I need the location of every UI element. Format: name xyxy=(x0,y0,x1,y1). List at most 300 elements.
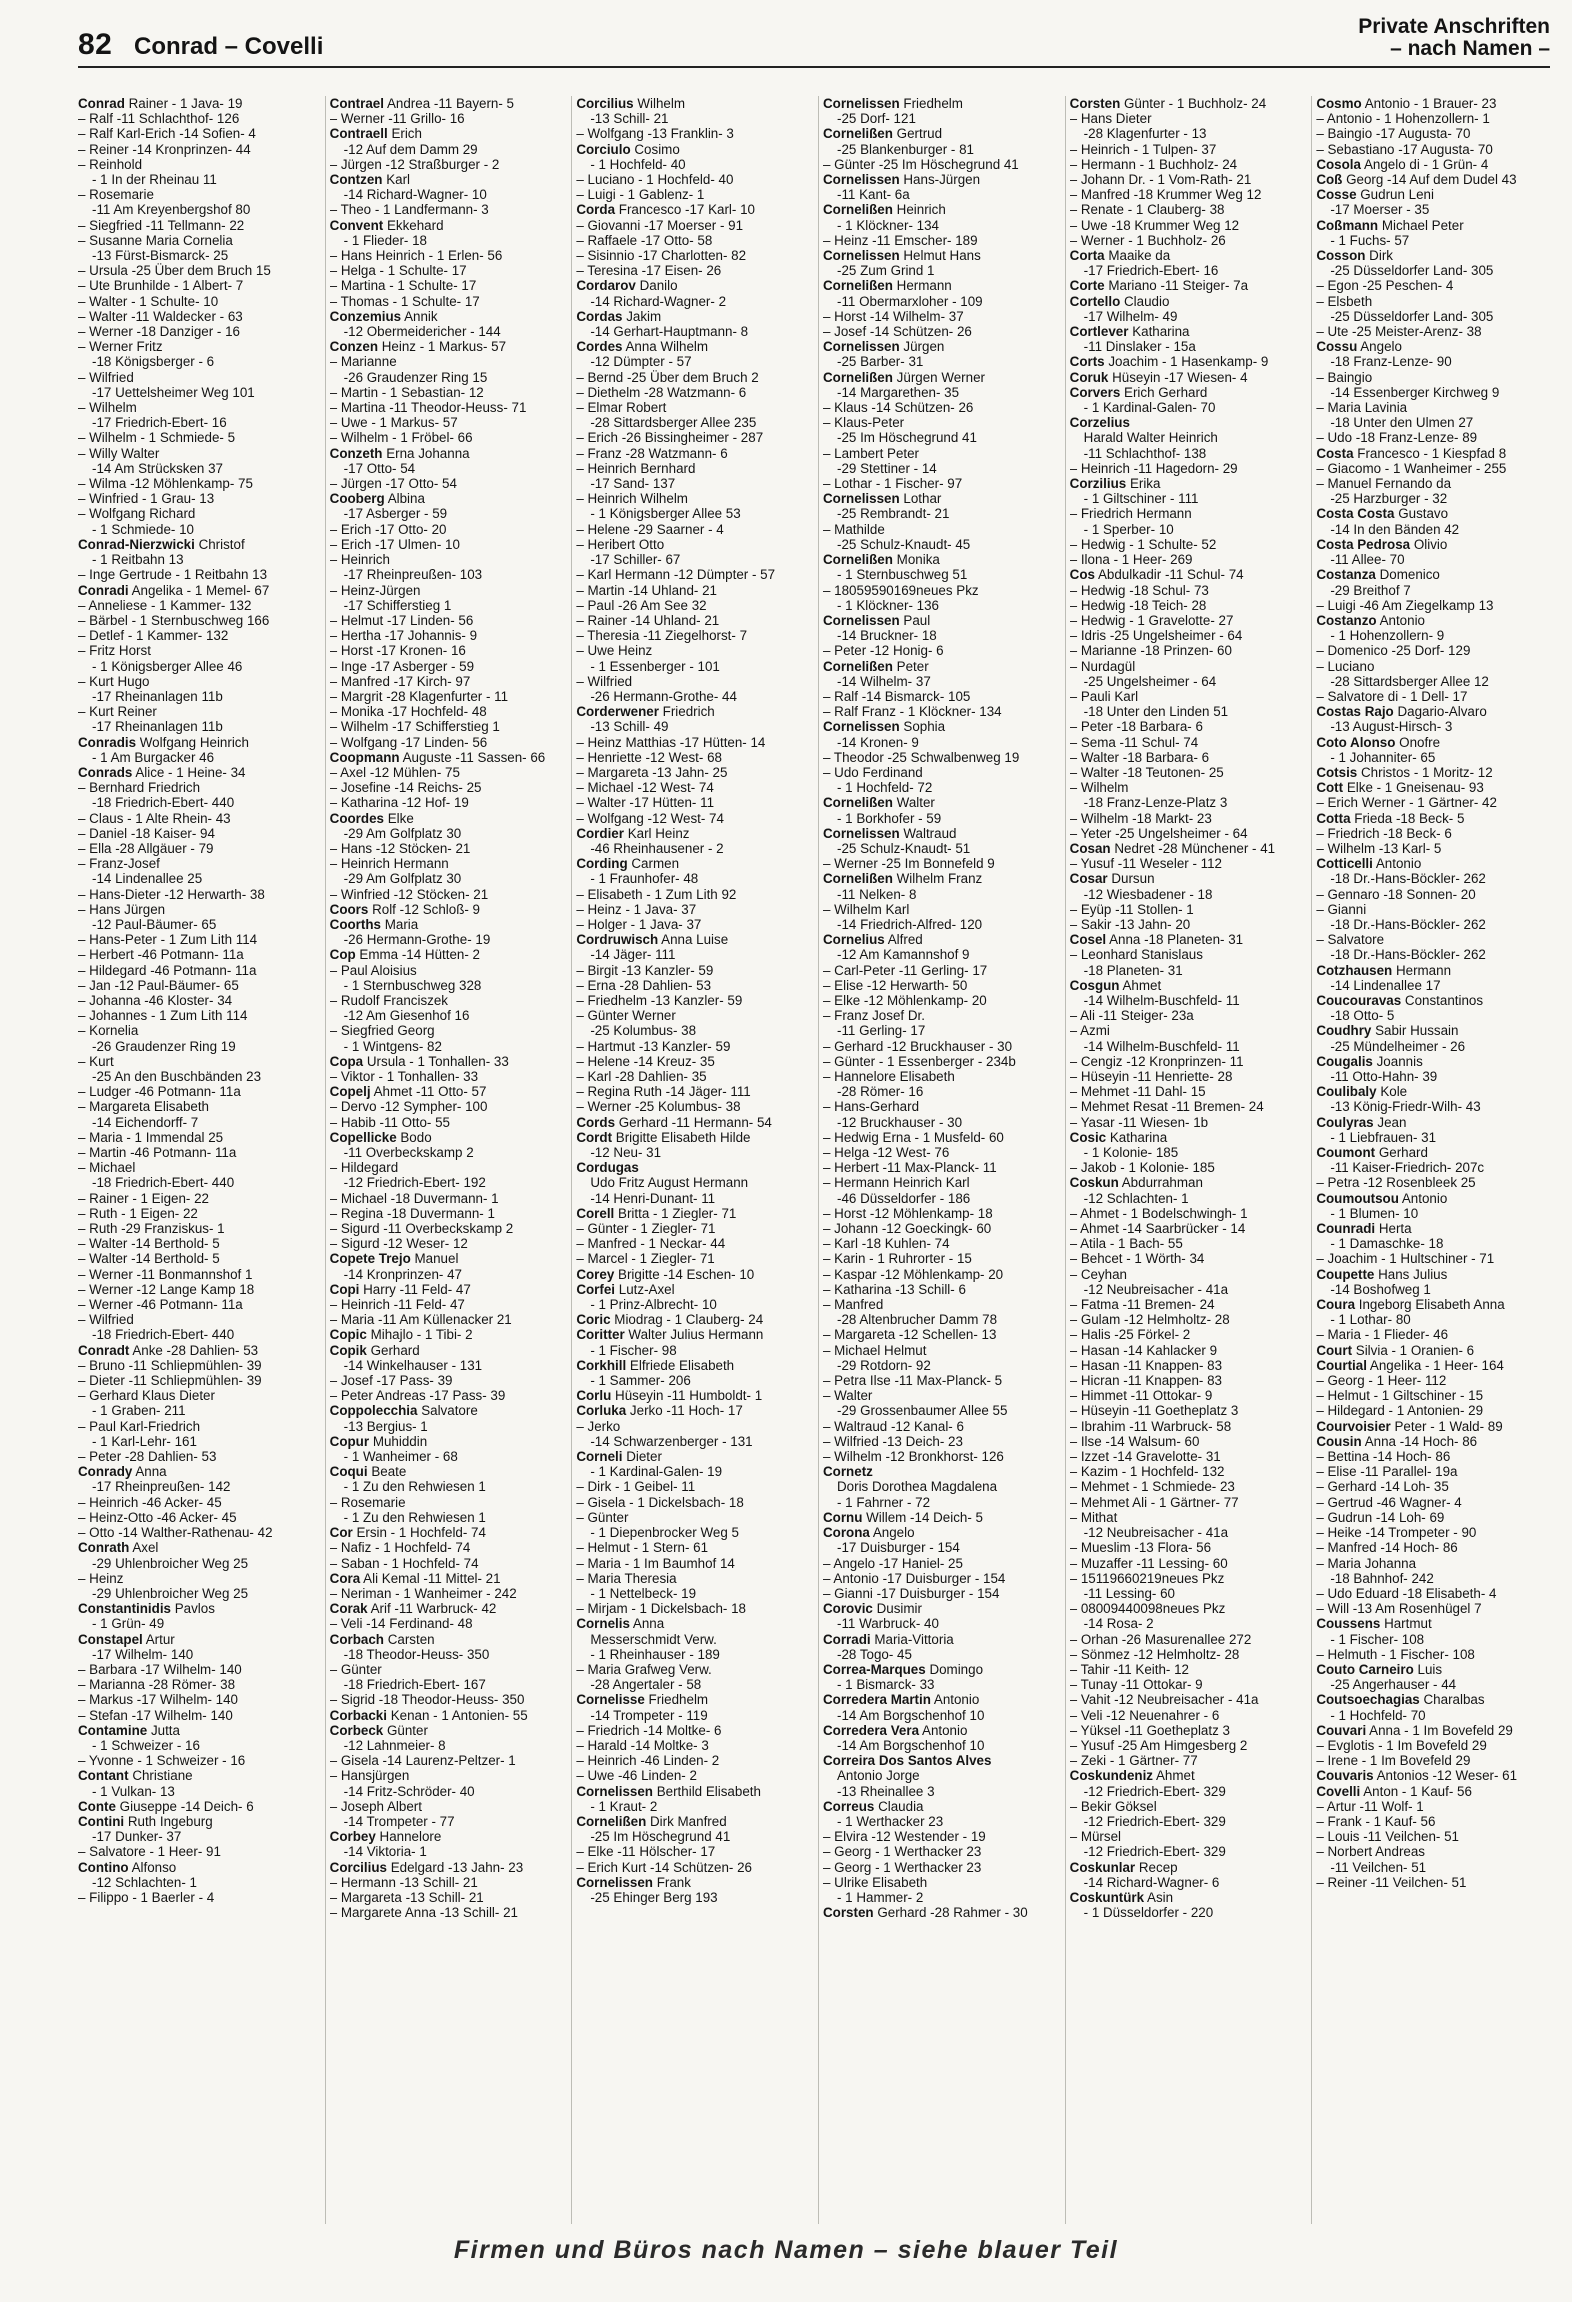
directory-entry xyxy=(1316,111,1550,126)
entry-surname: Cordier xyxy=(576,825,624,841)
entry-details: Hartmut xyxy=(1384,1616,1432,1632)
directory-entry xyxy=(1070,1221,1304,1236)
directory-entry xyxy=(330,491,564,506)
directory-entry xyxy=(1070,1540,1304,1555)
directory-entry xyxy=(78,324,317,339)
entry-details: - 1 Königsberger Allee 53 xyxy=(590,506,741,522)
directory-entry xyxy=(330,476,564,491)
directory-entry xyxy=(1316,978,1550,993)
directory-entry xyxy=(330,1403,564,1418)
directory-entry xyxy=(1070,1799,1304,1814)
directory-entry xyxy=(823,1297,1057,1312)
entry-details: Nedret -28 Münchener - 41 xyxy=(1114,840,1276,856)
entry-details: – Ralf Franz - 1 Klöckner- 134 xyxy=(823,704,1002,720)
directory-entry xyxy=(78,1601,317,1616)
directory-entry xyxy=(576,978,810,993)
entry-details: – Hasan -14 Kahlacker 9 xyxy=(1069,1342,1218,1358)
directory-entry xyxy=(330,1829,564,1844)
entry-details: -28 Sittardsberger Allee 235 xyxy=(590,415,757,431)
directory-entry xyxy=(78,1829,317,1844)
entry-details: – Raffaele -17 Otto- 58 xyxy=(576,232,713,248)
directory-entry xyxy=(576,719,810,734)
entry-details: – Evglotis - 1 Im Bovefeld 29 xyxy=(1316,1737,1487,1753)
directory-entry xyxy=(1070,1251,1304,1266)
entry-details: Beate xyxy=(371,1464,407,1480)
directory-entry xyxy=(1070,704,1304,719)
entry-details: – Gisela - 1 Dickelsbach- 18 xyxy=(576,1494,744,1510)
directory-entry xyxy=(330,1890,564,1905)
directory-entry xyxy=(78,400,317,415)
directory-entry xyxy=(1316,1251,1550,1266)
directory-entry xyxy=(1316,248,1550,263)
entry-details: – Ilse -14 Walsum- 60 xyxy=(1069,1433,1200,1449)
directory-entry xyxy=(823,1556,1057,1571)
directory-entry xyxy=(1316,1115,1550,1130)
directory-entry xyxy=(1070,461,1304,476)
directory-entry xyxy=(1316,1632,1550,1647)
entry-details: – Marianna -28 Römer- 38 xyxy=(78,1677,236,1693)
directory-entry xyxy=(823,1251,1057,1266)
directory-entry xyxy=(330,811,564,826)
directory-entry xyxy=(330,689,564,704)
entry-details: – Erich -17 Ulmen- 10 xyxy=(329,536,460,552)
directory-entry xyxy=(1316,1677,1550,1692)
directory-entry xyxy=(330,96,564,111)
entry-details: – Josef -14 Schützen- 26 xyxy=(823,324,972,340)
directory-entry xyxy=(330,446,564,461)
entry-details: – Salvatore di - 1 Dell- 17 xyxy=(1316,688,1468,704)
entry-details: -28 Togo- 45 xyxy=(837,1646,912,1662)
entry-details: – Wilhelm - 1 Schmiede- 5 xyxy=(78,430,236,446)
entry-details: Gustavo xyxy=(1398,506,1449,522)
entry-details: -18 Dr.-Hans-Böckler- 262 xyxy=(1330,916,1486,932)
directory-entry xyxy=(1070,1692,1304,1707)
directory-entry xyxy=(823,1829,1057,1844)
directory-entry xyxy=(1316,1175,1550,1190)
directory-entry xyxy=(576,1327,810,1342)
entry-details: – Jürgen -17 Otto- 54 xyxy=(329,476,457,492)
directory-entry xyxy=(1316,415,1550,430)
directory-entry xyxy=(78,1327,317,1342)
entry-details: – Kaspar -12 Möhlenkamp- 20 xyxy=(823,1266,1004,1282)
entry-details: – Ali -11 Steiger- 23a xyxy=(1069,1008,1194,1024)
entry-surname: Corona xyxy=(823,1525,870,1541)
entry-surname: Corsten xyxy=(823,1905,874,1921)
directory-entry xyxy=(576,1403,810,1418)
entry-surname: Corfei xyxy=(576,1281,616,1297)
entry-details: -26 Hermann-Grothe- 19 xyxy=(343,932,491,948)
directory-entry xyxy=(576,750,810,765)
entry-details: Claudio xyxy=(1123,293,1170,309)
directory-entry xyxy=(330,963,564,978)
entry-details: Gerhard -11 Hermann- 54 xyxy=(618,1114,772,1130)
entry-details: – Renate - 1 Clauberg- 38 xyxy=(1069,202,1225,218)
directory-entry xyxy=(1316,1525,1550,1540)
directory-entry xyxy=(823,1160,1057,1175)
entry-details: -29 Uhlenbroicher Weg 25 xyxy=(92,1585,249,1601)
entry-surname: Corak xyxy=(329,1601,368,1617)
entry-details: – Wilhelm -13 Karl- 5 xyxy=(1316,840,1442,856)
entry-surname: Conradt xyxy=(78,1342,130,1358)
entry-surname: Copete Trejo xyxy=(329,1251,411,1267)
directory-entry xyxy=(78,1084,317,1099)
entry-details: – Gisela -14 Laurenz-Peltzer- 1 xyxy=(329,1753,516,1769)
entry-details: – Heinrich -46 Linden- 2 xyxy=(576,1753,720,1769)
entry-details: Frank xyxy=(656,1874,691,1890)
entry-details: – Heinz Matthias -17 Hütten- 14 xyxy=(576,734,766,750)
directory-entry xyxy=(823,1677,1057,1692)
directory-entry xyxy=(330,339,564,354)
directory-entry xyxy=(576,491,810,506)
section-title xyxy=(1358,16,1550,60)
entry-surname: Coskun xyxy=(1069,1175,1119,1191)
entry-details: -17 Dunker- 37 xyxy=(92,1829,182,1845)
entry-details: – Maria Theresia xyxy=(576,1570,677,1586)
directory-entry xyxy=(330,856,564,871)
directory-entry xyxy=(576,1875,810,1890)
entry-details: -18 Friedrich-Ebert- 440 xyxy=(92,795,235,811)
entry-surname: Conzen xyxy=(329,339,379,355)
directory-entry xyxy=(823,841,1057,856)
entry-details: Antonio - 1 Brauer- 23 xyxy=(1364,96,1497,111)
entry-details: – Hermann - 1 Buchholz- 24 xyxy=(1069,156,1238,172)
entry-details: – Regina -18 Duvermann- 1 xyxy=(329,1205,495,1221)
entry-details: – Helmut -17 Linden- 56 xyxy=(329,612,474,628)
directory-entry xyxy=(330,659,564,674)
directory-entry xyxy=(823,1312,1057,1327)
entry-details: -11 Lessing- 60 xyxy=(1083,1585,1175,1601)
entry-details: Edelgard -13 Jahn- 23 xyxy=(390,1859,524,1875)
entry-details: Wilhelm xyxy=(637,96,685,111)
entry-details: -14 Am Borgschenhof 10 xyxy=(837,1737,985,1753)
directory-entry xyxy=(78,1115,317,1130)
directory-entry xyxy=(1316,871,1550,886)
entry-details: -14 Richard-Wagner- 10 xyxy=(343,187,487,203)
entry-details: -18 Theodor-Heuss- 350 xyxy=(343,1646,490,1662)
directory-entry xyxy=(330,1327,564,1342)
directory-entry xyxy=(823,674,1057,689)
entry-surname: Corciulo xyxy=(576,141,631,157)
entry-details: -12 Dümpter - 57 xyxy=(590,354,692,370)
entry-details: Giuseppe -14 Deich- 6 xyxy=(119,1798,254,1814)
entry-surname: Coppolecchia xyxy=(329,1403,418,1419)
directory-entry xyxy=(1316,1738,1550,1753)
directory-entry xyxy=(1316,385,1550,400)
entry-details: - 1 Essenberger - 101 xyxy=(590,658,720,674)
directory-entry xyxy=(823,1343,1057,1358)
entry-surname: Cosic xyxy=(1069,1129,1107,1145)
directory-entry xyxy=(1316,1540,1550,1555)
directory-entry xyxy=(78,385,317,400)
entry-details: -11 Otto-Hahn- 39 xyxy=(1330,1069,1438,1084)
directory-entry xyxy=(78,1251,317,1266)
entry-details: – Luigi - 1 Gablenz- 1 xyxy=(576,187,705,203)
entry-details: – Inge Gertrude - 1 Reitbahn 13 xyxy=(78,567,268,583)
entry-details: – Elmar Robert xyxy=(576,400,667,416)
directory-entry xyxy=(78,111,317,126)
directory-entry xyxy=(576,142,810,157)
entry-details: -14 Am Strücksken 37 xyxy=(92,460,223,476)
entry-details: Willem -14 Deich- 5 xyxy=(866,1509,983,1525)
entry-surname: Cosgun xyxy=(1069,977,1120,993)
entry-details: -17 Otto- 54 xyxy=(343,460,416,476)
directory-entry xyxy=(330,674,564,689)
directory-entry xyxy=(330,1616,564,1631)
directory-entry xyxy=(78,248,317,263)
entry-details: – Elise -12 Herwarth- 50 xyxy=(823,977,968,993)
directory-entry xyxy=(1070,750,1304,765)
entry-details: – Heinz -11 Emscher- 189 xyxy=(823,232,978,248)
entry-surname: Coutsoechagias xyxy=(1316,1692,1420,1708)
directory-entry xyxy=(823,735,1057,750)
directory-entry xyxy=(78,735,317,750)
directory-entry xyxy=(78,218,317,233)
entry-details: – Mehmet Ali - 1 Gärtner- 77 xyxy=(1069,1494,1239,1510)
entry-details: – Heribert Otto xyxy=(576,536,665,552)
entry-details: -25 Im Höschegrund 41 xyxy=(590,1829,731,1845)
entry-surname: Cor xyxy=(329,1525,353,1541)
entry-details: - 1 Sperber- 10 xyxy=(1083,521,1174,537)
directory-entry xyxy=(1070,370,1304,385)
directory-entry xyxy=(78,415,317,430)
directory-entry xyxy=(576,932,810,947)
directory-entry xyxy=(78,1738,317,1753)
entry-details: Andrea -11 Bayern- 5 xyxy=(386,96,515,111)
entry-details: – Wilhelm -18 Markt- 23 xyxy=(1069,810,1212,826)
entry-details: -25 Ehinger Berg 193 xyxy=(590,1889,718,1905)
directory-entry xyxy=(576,567,810,582)
directory-entry xyxy=(330,947,564,962)
entry-details: Ahmet -11 Otto- 57 xyxy=(373,1084,487,1100)
entry-details: Recep xyxy=(1138,1859,1178,1875)
entry-details: Abdulkadir -11 Schul- 74 xyxy=(1097,567,1244,583)
entry-details: Dirk Manfred xyxy=(650,1813,727,1829)
directory-entry xyxy=(823,887,1057,902)
entry-surname: Cosan xyxy=(1069,840,1111,856)
directory-entry xyxy=(78,157,317,172)
directory-entry xyxy=(330,1008,564,1023)
entry-details: – Günter -25 Im Höschegrund 41 xyxy=(823,156,1019,172)
directory-entry xyxy=(1070,1738,1304,1753)
entry-details: – Friedrich -14 Moltke- 6 xyxy=(576,1722,722,1738)
directory-entry xyxy=(78,1008,317,1023)
entry-surname: Cooberg xyxy=(329,491,385,507)
entry-surname: Corzilius xyxy=(1069,476,1127,492)
entry-details: Luis xyxy=(1417,1661,1443,1677)
directory-entry xyxy=(823,1890,1057,1905)
directory-entry xyxy=(576,1738,810,1753)
entry-details: Domenico xyxy=(1379,567,1440,583)
entry-details: Gerhard xyxy=(1378,1145,1428,1161)
directory-entry xyxy=(1316,1479,1550,1494)
directory-entry xyxy=(823,491,1057,506)
directory-entry xyxy=(576,202,810,217)
entry-details: – Paul -26 Am See 32 xyxy=(576,597,707,613)
directory-entry xyxy=(330,1510,564,1525)
entry-details: Dieter xyxy=(626,1449,662,1465)
entry-details: – Paul Karl-Friedrich xyxy=(78,1418,201,1434)
entry-surname: Cousin xyxy=(1316,1433,1362,1449)
directory-entry xyxy=(78,476,317,491)
entry-details: – Giovanni -17 Moerser - 91 xyxy=(576,217,744,233)
directory-entry xyxy=(330,111,564,126)
entry-details: -11 Nelken- 8 xyxy=(837,886,917,902)
entry-details: Anna Wilhelm xyxy=(625,339,709,355)
directory-entry xyxy=(823,902,1057,917)
directory-entry xyxy=(1070,446,1304,461)
entry-details: Doris Dorothea Magdalena xyxy=(837,1479,998,1495)
entry-details: – Elise -11 Parallel- 19a xyxy=(1316,1464,1458,1480)
directory-entry xyxy=(78,233,317,248)
entry-surname: Conradi xyxy=(78,582,129,598)
entry-details: – Hertha -17 Johannis- 9 xyxy=(329,628,478,644)
directory-entry xyxy=(330,1373,564,1388)
directory-entry xyxy=(823,947,1057,962)
directory-entry xyxy=(78,978,317,993)
entry-surname: Contino xyxy=(78,1859,129,1875)
entry-details: – Hans Jürgen xyxy=(78,901,166,917)
entry-details: Ahmet xyxy=(1122,977,1162,993)
entry-details: Berthild Elisabeth xyxy=(656,1783,761,1799)
directory-entry xyxy=(576,704,810,719)
directory-entry xyxy=(576,294,810,309)
entry-details: Gerhard xyxy=(370,1342,420,1358)
directory-entry xyxy=(823,1768,1057,1783)
directory-entry xyxy=(823,1860,1057,1875)
entry-details: – Baingio -17 Augusta- 70 xyxy=(1316,126,1471,142)
entry-surname: Coruk xyxy=(1069,369,1109,385)
directory-entry xyxy=(330,1738,564,1753)
directory-entry xyxy=(330,1768,564,1783)
directory-entry xyxy=(1316,704,1550,719)
entry-surname: Corlu xyxy=(576,1388,612,1404)
entry-details: Katharina xyxy=(1132,324,1190,340)
entry-details: Kenan - 1 Antonien- 55 xyxy=(390,1707,528,1723)
entry-surname: Coqui xyxy=(329,1464,368,1480)
directory-entry xyxy=(1316,674,1550,689)
entry-details: – Antonio - 1 Hohenzollern- 1 xyxy=(1316,111,1490,127)
entry-details: – Peter Andreas -17 Pass- 39 xyxy=(329,1388,506,1404)
entry-details: – Reiner -11 Veilchen- 51 xyxy=(1316,1874,1467,1890)
directory-entry xyxy=(78,1236,317,1251)
entry-details: Antonio xyxy=(933,1692,980,1708)
directory-entry xyxy=(330,1191,564,1206)
entry-details: – Udo -18 Franz-Lenze- 89 xyxy=(1316,430,1478,446)
directory-entry xyxy=(1316,1647,1550,1662)
directory-entry xyxy=(330,1647,564,1662)
directory-entry xyxy=(1316,1829,1550,1844)
entry-details: – Bettina -14 Hoch- 86 xyxy=(1316,1449,1451,1465)
directory-entry xyxy=(576,1677,810,1692)
entry-details: – Walter -18 Teutonen- 25 xyxy=(1069,764,1224,780)
entry-details: – Willy Walter xyxy=(78,445,160,461)
entry-details: – Waltraud -12 Kanal- 6 xyxy=(823,1418,964,1434)
entry-details: - 1 Grün- 49 xyxy=(92,1616,165,1632)
entry-details: - 1 Vulkan- 13 xyxy=(92,1783,175,1799)
entry-details: – Yasar -11 Wiesen- 1b xyxy=(1069,1114,1209,1130)
directory-entry xyxy=(330,1601,564,1616)
entry-details: – Hannelore Elisabeth xyxy=(823,1069,955,1084)
directory-entry xyxy=(823,415,1057,430)
directory-entry xyxy=(1316,218,1550,233)
entry-surname: Coucouravas xyxy=(1316,992,1402,1008)
entry-surname: Cosson xyxy=(1316,248,1366,264)
entry-details: – Theo - 1 Landfermann- 3 xyxy=(329,202,489,218)
entry-surname: Coulibaly xyxy=(1316,1084,1377,1100)
directory-entry xyxy=(78,96,317,111)
entry-details: – Friedhelm -13 Kanzler- 59 xyxy=(576,992,743,1008)
directory-entry xyxy=(78,1768,317,1783)
directory-entry xyxy=(1070,96,1304,111)
entry-details: – Pauli Karl xyxy=(1069,688,1139,704)
entry-details: - 1 Kraut- 2 xyxy=(590,1798,658,1814)
directory-entry xyxy=(823,1419,1057,1434)
entry-details: – Idris -25 Ungelsheimer - 64 xyxy=(1069,628,1243,644)
directory-entry xyxy=(1316,795,1550,810)
directory-entry xyxy=(1070,659,1304,674)
entry-details: – Joachim - 1 Hultschiner - 71 xyxy=(1316,1251,1495,1267)
entry-details: - 1 Fischer- 98 xyxy=(590,1342,677,1358)
entry-details: – Walter xyxy=(823,1388,873,1404)
directory-entry xyxy=(78,294,317,309)
entry-details: Ekkehard xyxy=(386,217,444,233)
directory-entry xyxy=(823,1449,1057,1464)
entry-details: – Ruth - 1 Eigen- 22 xyxy=(78,1205,198,1221)
directory-entry xyxy=(823,202,1057,217)
directory-entry xyxy=(1316,1753,1550,1768)
entry-details: – Hans-Dieter -12 Herwarth- 38 xyxy=(78,886,265,902)
directory-entry xyxy=(576,1175,810,1190)
entry-details: Elke - 1 Gneisenau- 93 xyxy=(1346,780,1484,796)
entry-details: – Bekir Göksel xyxy=(1069,1798,1157,1814)
entry-details: – Manuel Fernando da xyxy=(1316,476,1452,492)
entry-details: – Theodor -25 Schwalbenweg 19 xyxy=(823,749,1020,765)
entry-details: -11 Gerling- 17 xyxy=(837,1023,926,1039)
entry-details: – Eyüp -11 Stollen- 1 xyxy=(1069,901,1194,917)
entry-details: – Ulrike Elisabeth xyxy=(823,1874,928,1890)
directory-entry xyxy=(1316,613,1550,628)
directory-entry xyxy=(330,1708,564,1723)
directory-entry xyxy=(576,628,810,643)
entry-details: Charalbas xyxy=(1423,1692,1485,1708)
entry-details: -13 Bergius- 1 xyxy=(343,1418,428,1434)
entry-details: Alfred xyxy=(887,932,923,948)
directory-entry xyxy=(1316,1343,1550,1358)
directory-entry xyxy=(330,780,564,795)
directory-entry xyxy=(78,689,317,704)
entry-details: – Dervo -12 Sympher- 100 xyxy=(329,1099,488,1115)
directory-entry xyxy=(576,917,810,932)
entry-details: – Georg - 1 Heer- 112 xyxy=(1316,1373,1447,1389)
entry-surname: Corcilius xyxy=(329,1859,387,1875)
entry-details: Jürgen xyxy=(903,339,945,355)
entry-details: – Irene - 1 Im Bovefeld 29 xyxy=(1316,1753,1471,1769)
directory-entry xyxy=(1316,537,1550,552)
entry-surname: Coskundeniz xyxy=(1069,1768,1153,1784)
directory-entry xyxy=(330,902,564,917)
directory-entry xyxy=(78,1571,317,1586)
entry-details: – Mueslim -13 Flora- 56 xyxy=(1069,1540,1212,1556)
entry-details: – Elke -12 Möhlenkamp- 20 xyxy=(823,992,987,1008)
directory-entry xyxy=(823,643,1057,658)
entry-details: -12 Friedrich-Ebert- 329 xyxy=(1083,1844,1226,1860)
directory-entry xyxy=(330,1267,564,1282)
directory-entry xyxy=(330,233,564,248)
entry-details: – Rudolf Franciszek xyxy=(329,992,448,1008)
directory-entry xyxy=(78,1890,317,1905)
directory-entry xyxy=(1070,978,1304,993)
entry-details: Ahmet xyxy=(1155,1768,1195,1784)
